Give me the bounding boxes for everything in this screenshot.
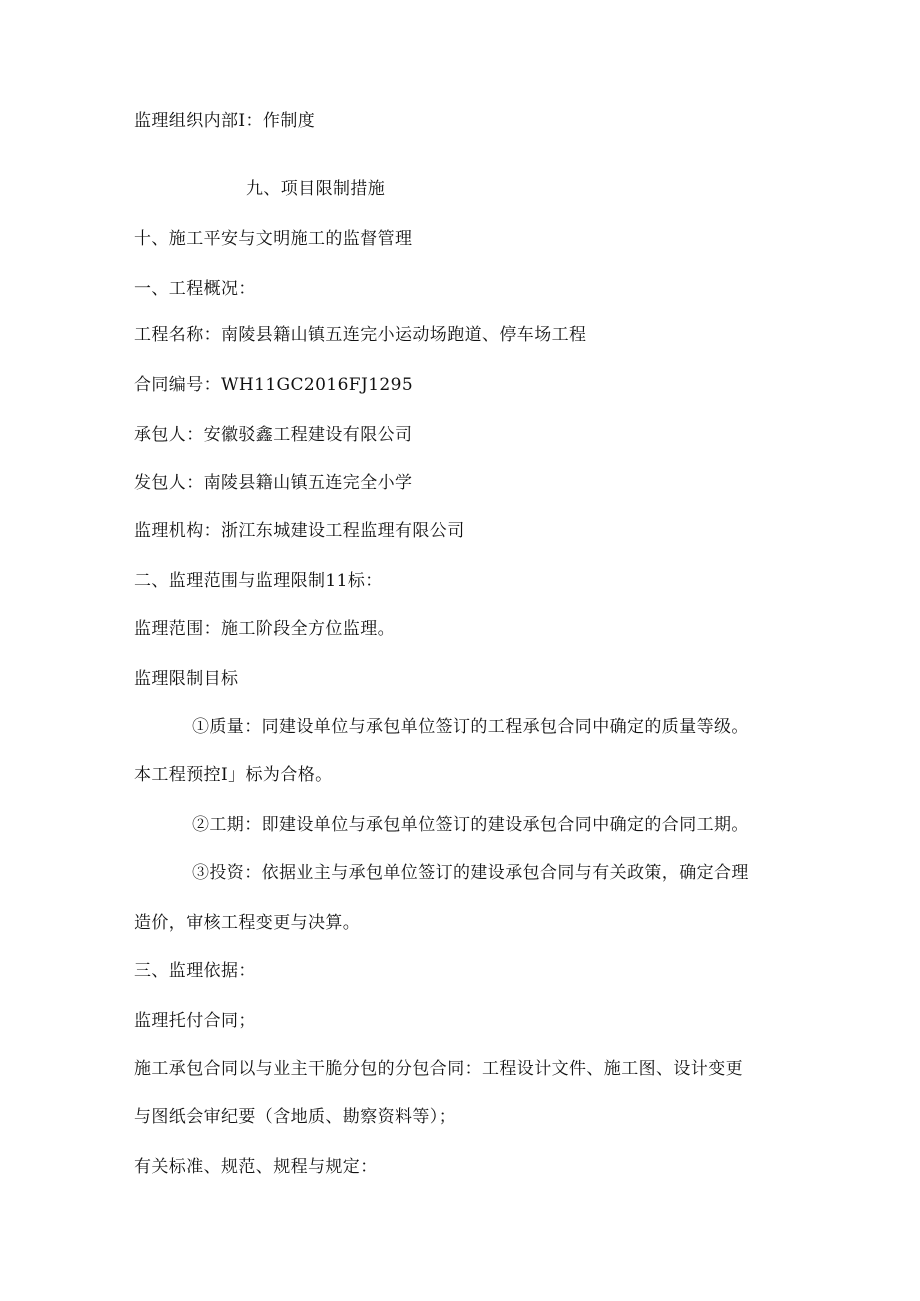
text-target-investment-cont: 造价，审核工程变更与决算。 bbox=[134, 913, 361, 933]
text-line-work-system: 监理组织内部I：作制度 bbox=[134, 111, 316, 131]
heading-one-overview: 一、工程概况： bbox=[134, 279, 256, 299]
heading-three-basis: 三、监理依据： bbox=[134, 961, 256, 981]
text-target-quality-cont: 本工程预控I」标为合格。 bbox=[134, 765, 333, 785]
text-target-quality: ①质量：同建设单位与承包单位签订的工程承包合同中确定的质量等级。 bbox=[192, 717, 749, 737]
text-basis-standards: 有关标准、规范、规程与规定： bbox=[134, 1157, 378, 1177]
text-supervisor-org: 监理机构：浙江东城建设工程监理有限公司 bbox=[134, 521, 465, 541]
text-control-targets: 监理限制目标 bbox=[134, 669, 239, 689]
text-target-schedule: ②工期：即建设单位与承包单位签订的建设承包合同中确定的合同工期。 bbox=[192, 815, 749, 835]
text-project-name: 工程名称：南陵县籍山镇五连完小运动场跑道、停车场工程 bbox=[134, 325, 587, 345]
text-contract-number: 合同编号：WH11GC2016FJ1295 bbox=[134, 375, 414, 395]
text-employer: 发包人：南陵县籍山镇五连完全小学 bbox=[134, 473, 413, 493]
text-contractor: 承包人：安徽驳鑫工程建设有限公司 bbox=[134, 425, 413, 445]
text-basis-contracts: 施工承包合同以与业主干脆分包的分包合同：工程设计文件、施工图、设计变更 bbox=[134, 1059, 743, 1079]
heading-nine-project-control: 九、项目限制措施 bbox=[246, 179, 386, 199]
text-target-investment: ③投资：依据业主与承包单位签订的建设承包合同与有关政策，确定合理 bbox=[192, 863, 749, 883]
text-scope: 监理范围：施工阶段全方位监理。 bbox=[134, 619, 395, 639]
text-basis-entrust: 监理托付合同； bbox=[134, 1011, 256, 1031]
text-basis-contracts-cont: 与图纸会审纪要（含地质、勘察资料等）； bbox=[134, 1107, 457, 1127]
heading-two-scope: 二、监理范围与监理限制11标： bbox=[134, 571, 383, 591]
heading-ten-safety-management: 十、施工平安与文明施工的监督管理 bbox=[134, 229, 413, 249]
